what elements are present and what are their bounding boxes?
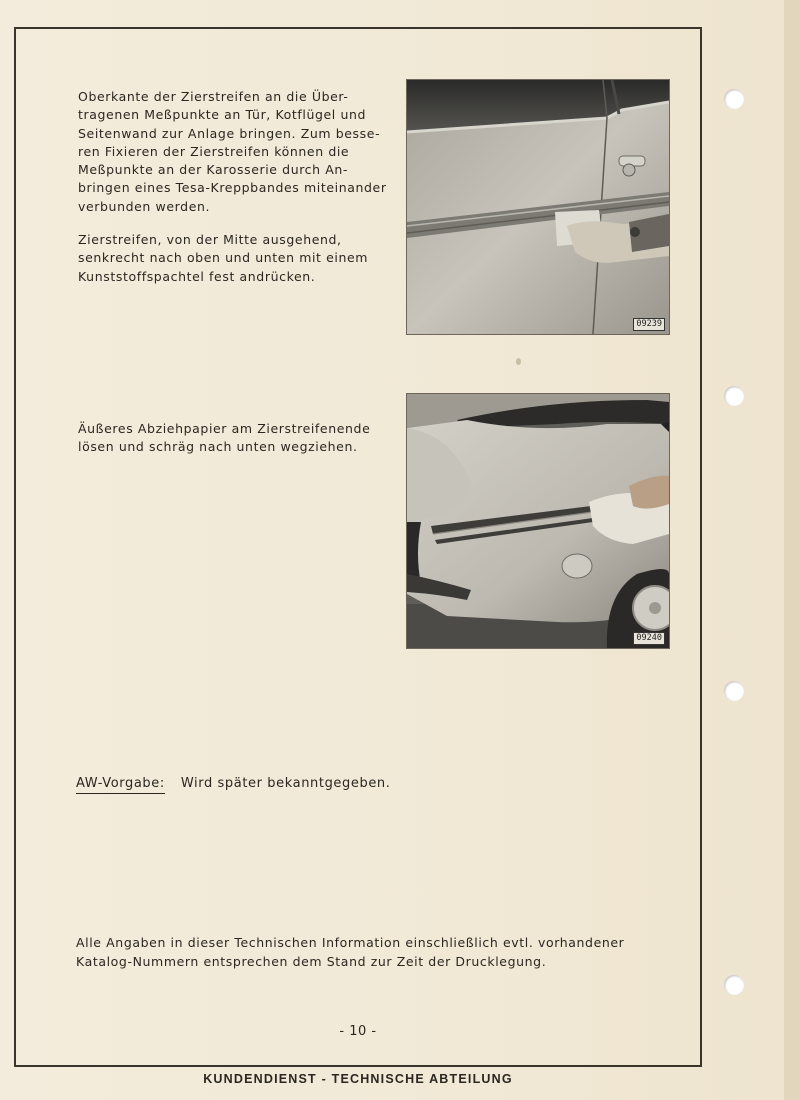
- text-line: Äußeres Abziehpapier am Zierstreifenende: [78, 421, 371, 436]
- punch-hole-3: [724, 681, 744, 701]
- text-line: Meßpunkte an der Karosserie durch An-: [78, 162, 349, 178]
- photo-door-stripe-illustration: [407, 80, 669, 334]
- photo-reference-number: 09240: [633, 632, 665, 645]
- text-line: verbunden werden.: [78, 198, 211, 214]
- instruction-text-3: [78, 420, 398, 457]
- photo-door-stripe: [406, 79, 670, 335]
- photo-rear-stripe-illustration: [407, 394, 669, 648]
- text-line: Seitenwand zur Anlage bringen. Zum besse-: [78, 125, 381, 141]
- text-line: ren Fixieren der Zierstreifen können die: [78, 143, 350, 159]
- photo-rear-stripe: [406, 393, 670, 649]
- text-line: senkrecht nach oben und unten mit einem: [78, 250, 369, 266]
- disclaimer: [76, 933, 686, 971]
- footer-department: KUNDENDIENST - TECHNISCHE ABTEILUNG: [203, 1072, 513, 1086]
- disclaimer-line: Katalog-Nummern entsprechen dem Stand zur Zeit der Drucklegung.: [76, 954, 547, 969]
- text-line: Kunststoffspachtel fest andrücken.: [78, 268, 316, 284]
- page-number: - 10 -: [339, 1024, 377, 1039]
- text-line: bringen eines Tesa-Kreppbandes miteinander: [78, 180, 387, 196]
- disclaimer-line: Alle Angaben in dieser Technischen Information einschließlich evtl. vorhandener: [76, 935, 625, 950]
- text-line: tragenen Meßpunkte an Tür, Kotflügel und: [78, 107, 367, 123]
- aw-value: Wird später bekanntgegeben.: [180, 776, 391, 791]
- aw-label: AW-Vorgabe:: [76, 776, 165, 794]
- paper-smudge: [516, 358, 521, 365]
- punch-hole-4: [724, 975, 744, 995]
- paper-edge: [784, 0, 800, 1100]
- instruction-text-1: [78, 88, 398, 216]
- photo-reference-number: 09239: [633, 318, 665, 331]
- text-line: lösen und schräg nach unten wegziehen.: [78, 439, 358, 455]
- aw-specification: [76, 776, 391, 791]
- text-line: Oberkante der Zierstreifen an die Über-: [78, 89, 349, 104]
- punch-hole-2: [724, 386, 744, 406]
- punch-hole-1: [724, 89, 744, 109]
- instruction-text-2: [78, 231, 398, 286]
- text-line: Zierstreifen, von der Mitte ausgehend,: [78, 232, 342, 247]
